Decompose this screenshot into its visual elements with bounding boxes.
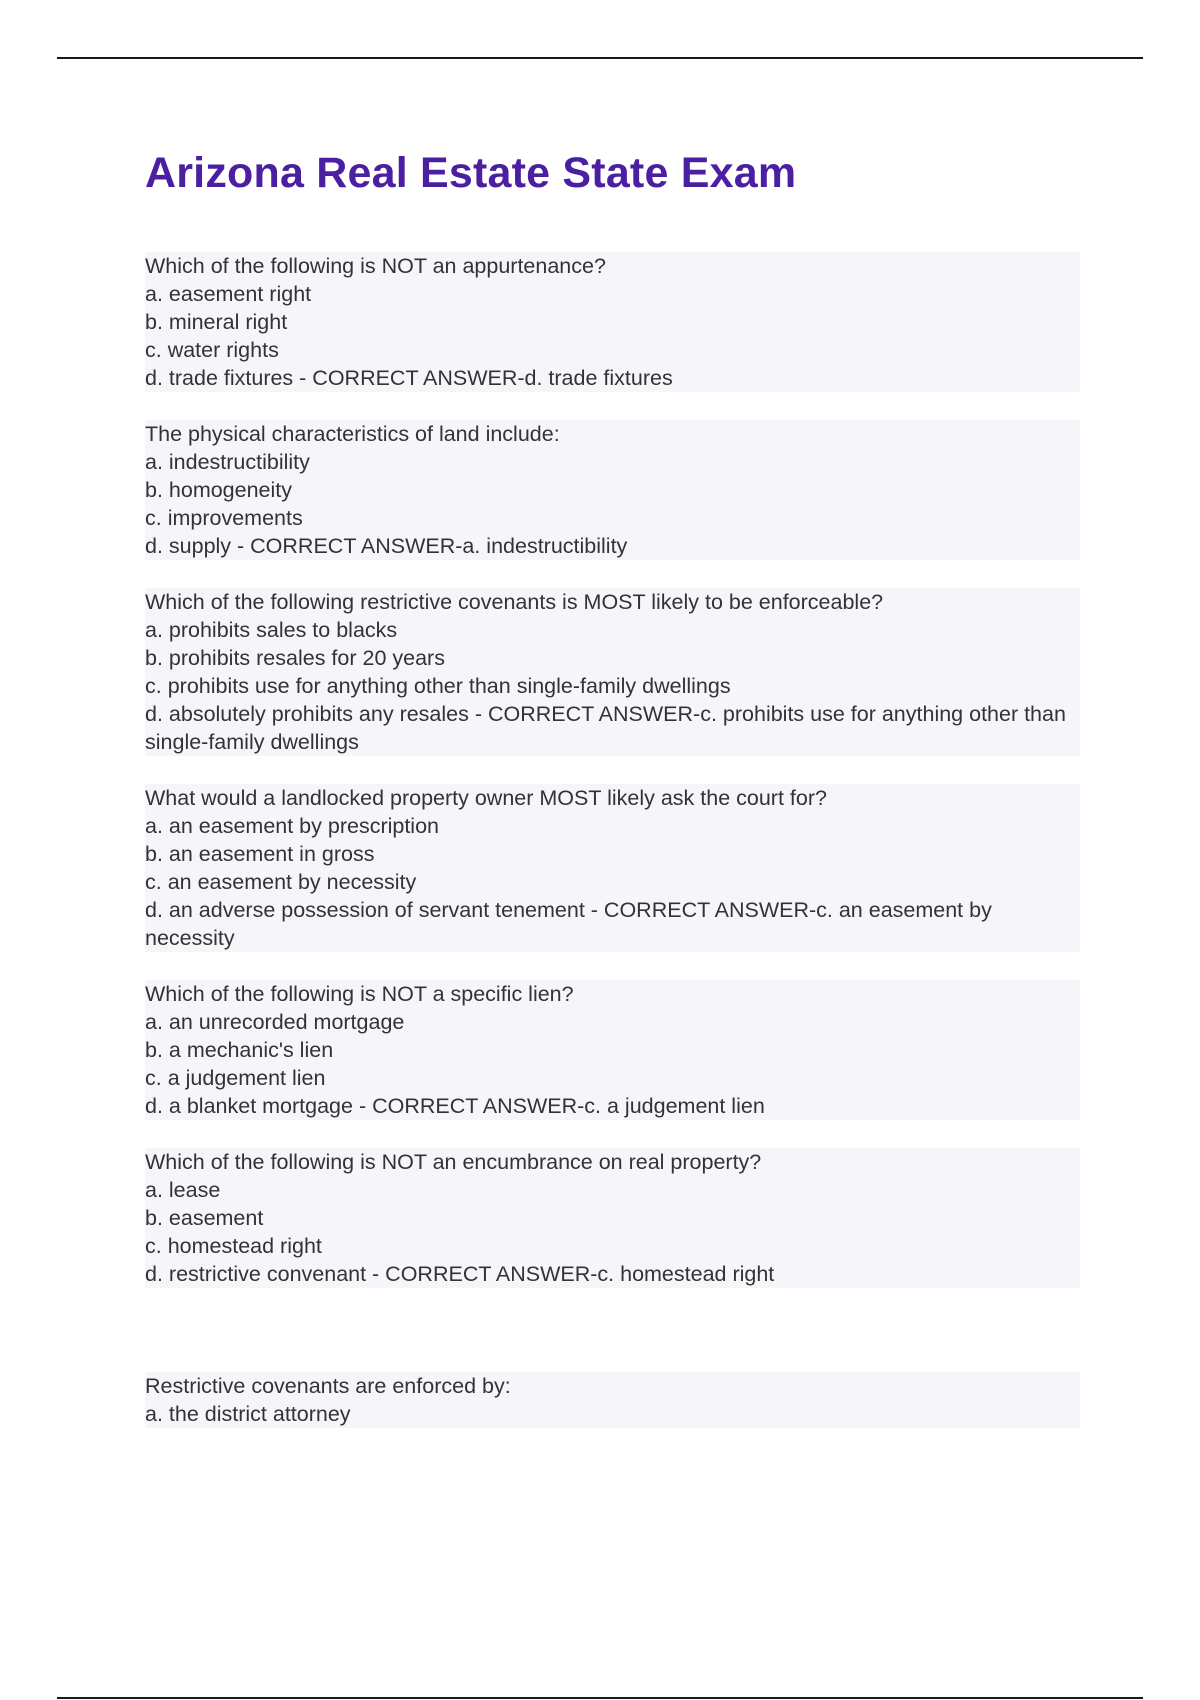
question-block-3 (145, 588, 1080, 756)
answer-option: b. homogeneity (145, 476, 1080, 504)
answer-option-with-correct-answer: d. trade fixtures - CORRECT ANSWER-d. trade fixtures (145, 364, 1080, 392)
answer-option: a. an easement by prescription (145, 812, 1080, 840)
answer-option-with-correct-answer: d. a blanket mortgage - CORRECT ANSWER-c. a judgement lien (145, 1092, 1080, 1120)
answer-option: a. an unrecorded mortgage (145, 1008, 1080, 1036)
question-text: Restrictive covenants are enforced by: (145, 1372, 1080, 1400)
answer-option: a. easement right (145, 280, 1080, 308)
answer-option: c. a judgement lien (145, 1064, 1080, 1092)
answer-option: b. an easement in gross (145, 840, 1080, 868)
question-block-7 (145, 1372, 1080, 1428)
answer-option: a. indestructibility (145, 448, 1080, 476)
question-block-1 (145, 252, 1080, 392)
answer-option: b. prohibits resales for 20 years (145, 644, 1080, 672)
answer-option-with-correct-answer: d. an adverse possession of servant tenement - CORRECT ANSWER-c. an easement by necessity (145, 896, 1080, 952)
question-block-5 (145, 980, 1080, 1120)
answer-option: b. easement (145, 1204, 1080, 1232)
question-text: Which of the following restrictive covenants is MOST likely to be enforceable? (145, 588, 1080, 616)
answer-option: c. improvements (145, 504, 1080, 532)
question-text: Which of the following is NOT a specific lien? (145, 980, 1080, 1008)
answer-option: b. mineral right (145, 308, 1080, 336)
question-block-2 (145, 420, 1080, 560)
answer-option: c. water rights (145, 336, 1080, 364)
answer-option: a. the district attorney (145, 1400, 1080, 1428)
question-text: Which of the following is NOT an appurtenance? (145, 252, 1080, 280)
answer-option: c. an easement by necessity (145, 868, 1080, 896)
answer-option: a. lease (145, 1176, 1080, 1204)
answer-option-with-correct-answer: d. restrictive convenant - CORRECT ANSWER-c. homestead right (145, 1260, 1080, 1288)
question-text: Which of the following is NOT an encumbrance on real property? (145, 1148, 1080, 1176)
header-rule (57, 57, 1143, 59)
question-block-4 (145, 784, 1080, 952)
answer-option-with-correct-answer: d. supply - CORRECT ANSWER-a. indestructibility (145, 532, 1080, 560)
answer-option: c. homestead right (145, 1232, 1080, 1260)
document-title: Arizona Real Estate State Exam (145, 149, 797, 197)
footer-rule (57, 1697, 1143, 1699)
answer-option: b. a mechanic's lien (145, 1036, 1080, 1064)
question-list (145, 252, 1080, 1428)
question-block-6 (145, 1148, 1080, 1288)
answer-option-with-correct-answer: d. absolutely prohibits any resales - CORRECT ANSWER-c. prohibits use for anything other than single-family dwellings (145, 700, 1080, 756)
document-body (145, 144, 1080, 1456)
question-text: What would a landlocked property owner MOST likely ask the court for? (145, 784, 1080, 812)
answer-option: a. prohibits sales to blacks (145, 616, 1080, 644)
answer-option: c. prohibits use for anything other than single-family dwellings (145, 672, 1080, 700)
question-text: The physical characteristics of land include: (145, 420, 1080, 448)
